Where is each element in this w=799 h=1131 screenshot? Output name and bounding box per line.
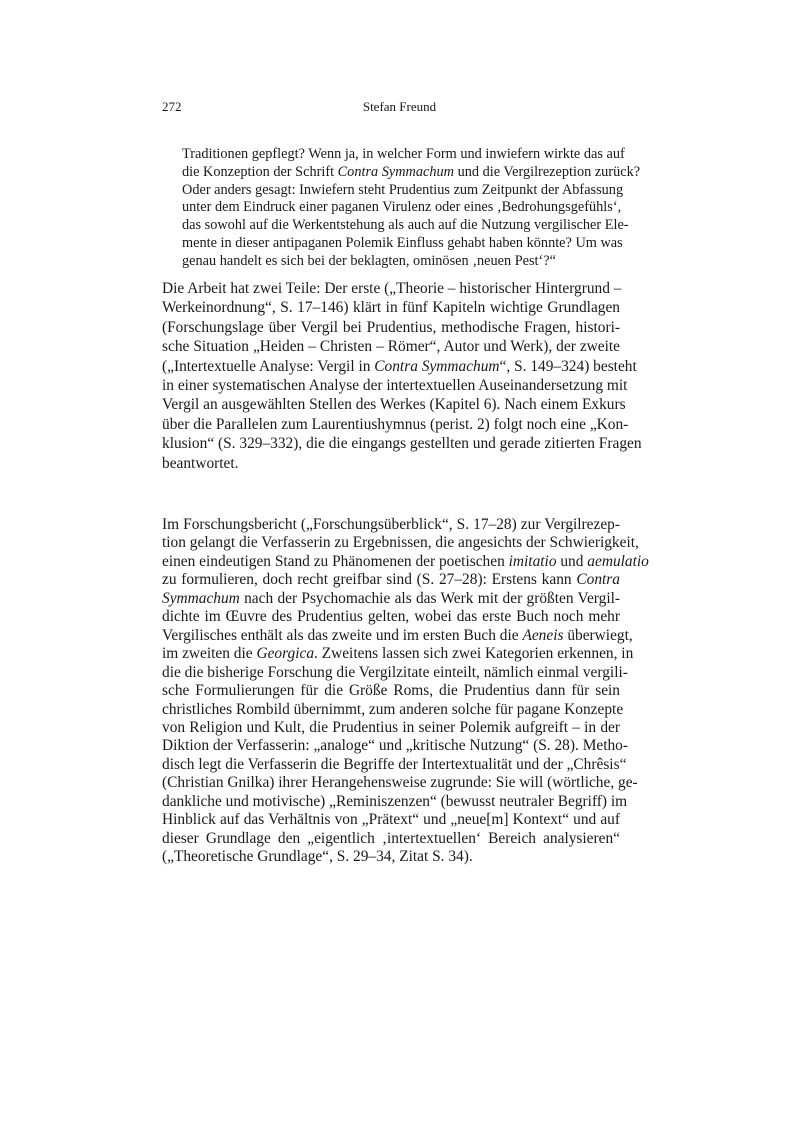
text-line (162, 737, 629, 755)
text-segment: beantwortet. (162, 454, 239, 472)
text-segment: Vergilisches enthält als das zweite und im ersten Buch die (162, 626, 523, 644)
text-segment: über die Parallelen zum Laurentiushymnus (perist. 2) folgt noch eine „Kon- (162, 415, 629, 433)
text-segment: Diktion der Verfasserin: „analoge“ und „kritische Nutzung“ (S. 28). Metho- (162, 737, 629, 755)
text-line (162, 279, 620, 298)
text-line (162, 830, 620, 848)
text-line (162, 626, 633, 645)
text-line (162, 298, 620, 317)
text-segment: unter dem Eindruck einer paganen Virulenz oder eines ‚Bedrohungsgefühls‘, (182, 199, 622, 216)
running-head: Stefan Freund (362, 99, 437, 114)
text-segment: christliches Rombild übernimmt, zum anderen solche für pagane Konzepte (162, 700, 624, 718)
text-line (162, 571, 620, 589)
text-segment: die Konzeption der Schrift (182, 163, 338, 180)
text-line (162, 552, 649, 571)
text-line (162, 645, 634, 663)
text-line (162, 608, 620, 626)
text-segment: Oder anders gesagt: Inwiefern steht Prudentius zum Zeitpunkt der Abfassung (182, 181, 624, 198)
italic-text: imitatio (508, 552, 557, 570)
text-segment: („Intertextuelle Analyse: Vergil in (162, 357, 375, 375)
italic-text: Georgica (256, 645, 315, 663)
text-line (182, 181, 624, 200)
italic-text: Symmachum (162, 589, 240, 607)
text-segment: dankliche und motivische) „Reminiszenzen“ (bewusst neutraler Begriff) im (162, 792, 628, 810)
text-line (182, 199, 620, 217)
text-line (162, 848, 620, 866)
text-segment: und die Vergilrezeption zurück? (454, 163, 641, 180)
text-segment: sche Situation „Heiden – Christen – Römer“, Autor und Werk), der zweite (162, 338, 620, 356)
text-segment: Werkeinordnung“, S. 17–146) klärt in fünf Kapiteln wichtige Grundlagen (162, 299, 620, 317)
text-segment: Im Forschungsbericht („Forschungsüberblick“, S. 17–28) zur Vergilrezep- (162, 516, 620, 533)
text-line (162, 792, 628, 811)
text-line (182, 217, 629, 235)
text-line (162, 682, 620, 700)
italic-text: Contra (576, 571, 620, 589)
italic-text: aemulatio (587, 552, 649, 570)
text-line (162, 811, 620, 829)
body-paragraph-1 (162, 279, 642, 473)
text-segment: Die Arbeit hat zwei Teile: Der erste („Theorie – historischer Hintergrund – (162, 280, 622, 297)
text-line (182, 253, 620, 271)
text-segment: . Zweitens lassen sich zwei Kategorien erkennen, in (314, 645, 634, 663)
text-line (182, 234, 623, 253)
text-segment: von Religion und Kult, die Prudentius in seiner Polemik aufgreift – in der (162, 718, 620, 736)
text-segment: sche Formulierungen für die Größe Roms, die Prudentius dann für sein (162, 682, 620, 700)
text-segment: disch legt die Verfasserin die Begriffe der Intertextualität und der „Chrêsis“ (162, 755, 627, 773)
text-segment: dieser Grundlage den „eigentlich ‚intertextuellen‘ Bereich analysieren“ (162, 829, 620, 847)
text-line (162, 376, 628, 395)
text-line (162, 774, 638, 792)
text-segment: („Theoretische Grundlage“, S. 29–34, Zitat S. 34). (162, 848, 473, 866)
text-segment: dichte im Œuvre des Prudentius gelten, wobei das erste Buch noch mehr (162, 608, 620, 626)
text-line (162, 395, 626, 414)
text-line (162, 700, 624, 719)
page-number: 272 (162, 99, 182, 114)
body-paragraph-2 (162, 516, 649, 867)
text-segment: überwiegt, (563, 626, 633, 644)
text-segment: im zweiten die (162, 645, 257, 663)
text-segment: und (556, 552, 588, 570)
text-segment: Traditionen gepflegt? Wenn ja, in welcher Form und inwiefern wirkte das auf (182, 146, 625, 162)
text-segment: mente in dieser antipaganen Polemik Einfluss gehabt haben könnte? Um was (182, 234, 623, 251)
text-segment: Hinblick auf das Verhältnis von „Prätext“ und „neue[m] Kontext“ und auf (162, 811, 620, 829)
text-line (162, 663, 628, 682)
text-line (162, 357, 637, 376)
text-segment: das sowohl auf die Werkentstehung als auch auf die Nutzung vergilischer Ele- (182, 217, 629, 234)
text-segment: in einer systematischen Analyse der intertextuellen Auseinandersetzung mit (162, 377, 628, 395)
text-line (182, 146, 625, 164)
italic-text: Aeneis (522, 626, 564, 644)
text-line (162, 454, 620, 473)
text-segment: nach der Psychomachie als das Werk mit der größten Vergil- (239, 589, 620, 607)
text-segment: klusion“ (S. 329–332), die die eingangs gestellten und gerade zitierten Fragen (162, 435, 642, 453)
text-line (182, 163, 641, 182)
text-segment: einen eindeutigen Stand zu Phänomenen der poetischen (162, 552, 509, 570)
italic-text: Contra Symmachum (374, 357, 500, 375)
text-segment: tion gelangt die Verfasserin zu Ergebnissen, die angesichts der Schwierigkeit, (162, 534, 639, 552)
text-line (162, 337, 620, 356)
text-line (162, 755, 627, 774)
text-segment: zu formulieren, doch recht greifbar sind (S. 27–28): Erstens kann (162, 571, 577, 589)
text-segment: (Forschungslage über Vergil bei Prudentius, methodische Fragen, histori- (162, 318, 620, 336)
text-line (162, 719, 620, 737)
text-line (162, 434, 642, 453)
text-segment: Vergil an ausgewählten Stellen des Werkes (Kapitel 6). Nach einem Exkurs (162, 396, 626, 414)
text-line (162, 415, 629, 434)
italic-text: Contra Symmachum (337, 163, 454, 180)
text-segment: “, S. 149–324) besteht (499, 357, 637, 375)
text-segment: (Christian Gnilka) ihrer Herangehensweise zugrunde: Sie will (wörtliche, ge- (162, 774, 638, 792)
block-quote (182, 146, 641, 271)
text-line (162, 516, 620, 534)
text-line (162, 590, 620, 608)
text-line (162, 534, 639, 552)
text-segment: genau handelt es sich bei der beklagten, ominösen ‚neuen Pest‘?“ (182, 252, 556, 269)
text-line (162, 318, 620, 337)
text-segment: die die bisherige Forschung die Vergilzitate einteilt, nämlich einmal vergili- (162, 663, 628, 681)
